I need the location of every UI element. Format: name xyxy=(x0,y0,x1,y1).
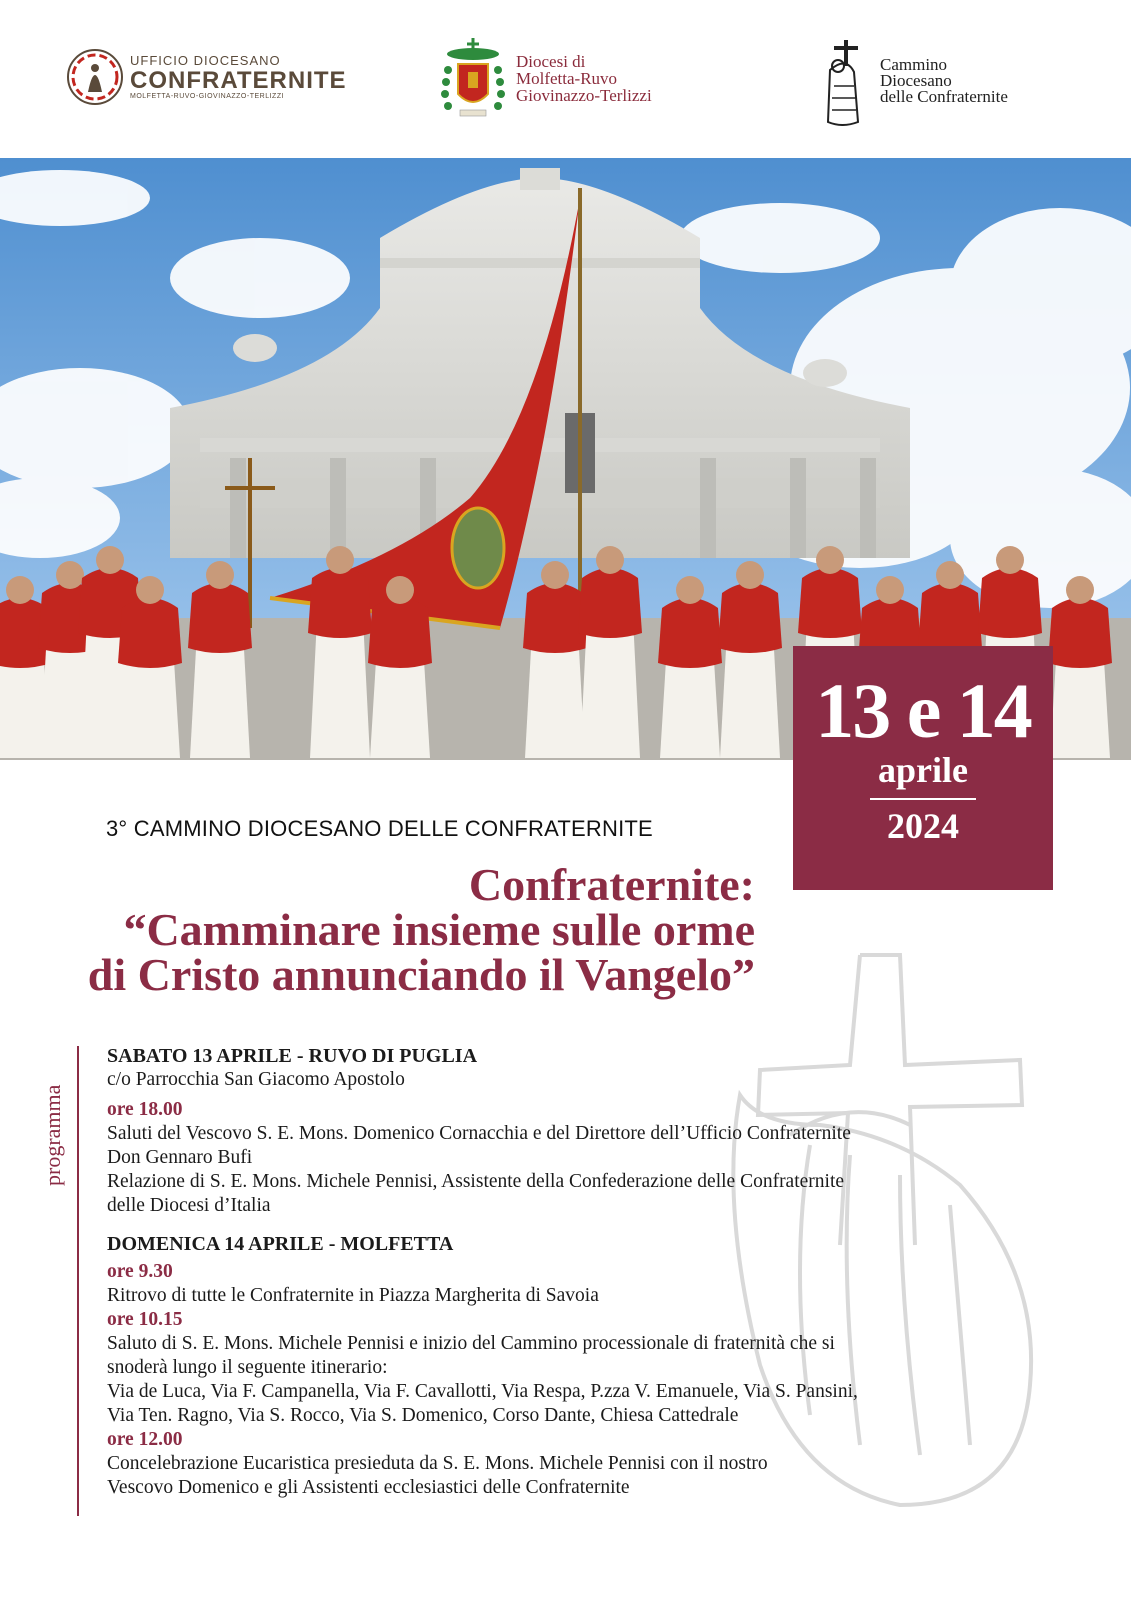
program-divider xyxy=(77,1046,79,1516)
logo-cammino-line3: delle Confraternite xyxy=(880,87,1008,107)
day2-time3: ore 12.00 xyxy=(107,1429,183,1450)
program xyxy=(107,1044,1055,1500)
event-days: 13 e 14 xyxy=(815,667,1031,754)
day2-text2c: Via de Luca, Via F. Campanella, Via F. Cavallotti, Via Respa, P.zza V. Emanuele, Via S. Pansini, xyxy=(107,1381,858,1402)
logo-diocesi-line1: Diocesi di xyxy=(516,51,586,71)
day2-text2d: Via Ten. Ragno, Via S. Rocco, Via S. Domenico, Corso Dante, Chiesa Cattedrale xyxy=(107,1405,739,1426)
program-label: programma xyxy=(40,1084,65,1186)
logo-ufficio-confraternite xyxy=(66,48,347,106)
ufficio-emblem-icon xyxy=(66,48,124,106)
event-date-box xyxy=(793,646,1053,890)
logo-diocesi-line2: Molfetta-Ruvo xyxy=(516,68,618,88)
program-side-label xyxy=(40,1046,70,1186)
header xyxy=(0,0,1131,158)
logo-cammino-line1: Cammino xyxy=(880,54,948,74)
logo-diocesi xyxy=(440,36,652,120)
theme-line3: di Cristo annunciando il Vangelo” xyxy=(87,949,755,1000)
day2-text2b: snoderà lungo il seguente itinerario: xyxy=(107,1357,388,1378)
day2-time1: ore 9.30 xyxy=(107,1261,173,1282)
day2-text3a: Concelebrazione Eucaristica presieduta da S. E. Mons. Michele Pennisi con il nostro xyxy=(107,1453,768,1474)
day2-text2a: Saluto di S. E. Mons. Michele Pennisi e inizio del Cammino processionale di fraternità che si xyxy=(107,1333,835,1354)
day2-text1: Ritrovo di tutte le Confraternite in Piazza Margherita di Savoia xyxy=(107,1285,599,1306)
date-divider xyxy=(870,798,976,800)
day2-text3b: Vescovo Domenico e gli Assistenti ecclesiastici delle Confraternite xyxy=(107,1477,630,1498)
day1-text2a: Relazione di S. E. Mons. Michele Pennisi, Assistente della Confederazione delle Confraternite xyxy=(107,1171,845,1192)
day1-title: SABATO 13 APRILE - RUVO DI PUGLIA xyxy=(107,1045,478,1067)
logo-cammino-diocesano xyxy=(820,36,1008,126)
logo-ufficio-line2: CONFRATERNITE xyxy=(130,66,347,94)
event-theme xyxy=(87,859,755,1000)
event-year: 2024 xyxy=(887,806,959,846)
logo-diocesi-line3: Giovinazzo-Terlizzi xyxy=(516,85,652,105)
theme-line1: Confraternite: xyxy=(468,859,755,910)
theme-line2: “Camminare insieme sulle orme xyxy=(123,904,755,955)
day1-text2b: delle Diocesi d’Italia xyxy=(107,1195,271,1216)
event-month: aprile xyxy=(878,750,968,790)
day1-text1b: Don Gennaro Bufi xyxy=(107,1147,253,1168)
logo-ufficio-line3: MOLFETTA-RUVO-GIOVINAZZO-TERLIZZI xyxy=(130,92,285,100)
event-name: 3° CAMMINO DIOCESANO DELLE CONFRATERNITE xyxy=(106,816,653,841)
logo-ufficio-line1: UFFICIO DIOCESANO xyxy=(130,52,281,68)
day1-venue: c/o Parrocchia San Giacomo Apostolo xyxy=(107,1069,405,1090)
cross-bearer-icon xyxy=(820,36,870,126)
day2-title: DOMENICA 14 APRILE - MOLFETTA xyxy=(107,1233,454,1255)
day2-time2: ore 10.15 xyxy=(107,1309,183,1330)
logo-cammino-line2: Diocesano xyxy=(880,70,952,90)
day1-time1: ore 18.00 xyxy=(107,1099,183,1120)
bishop-coat-of-arms-icon xyxy=(440,36,506,120)
day1-text1a: Saluti del Vescovo S. E. Mons. Domenico Cornacchia e del Direttore dell’Ufficio Confraternite xyxy=(107,1123,851,1144)
